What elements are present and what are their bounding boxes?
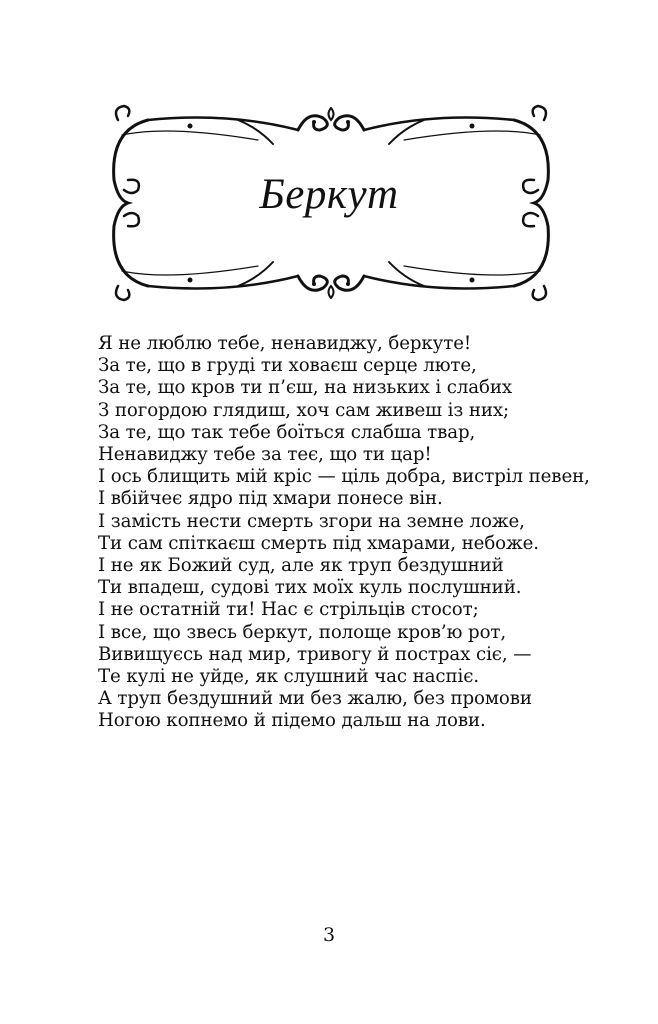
poem-line: За те, що так тебе боїться слабша твар, bbox=[98, 421, 476, 443]
poem-line: Я не люблю тебе, ненавиджу, беркуте! bbox=[98, 333, 472, 354]
poem-line: За те, що в груді ти ховаєш серце люте, bbox=[98, 355, 477, 377]
poem-line: А труп бездушний ми без жалю, без промови bbox=[98, 688, 532, 710]
poem-line: І вбійчеє ядро під хмари понесе він. bbox=[98, 488, 443, 510]
poem-line: Ти впадеш, судові тих моїх куль послушний. bbox=[98, 577, 522, 599]
poem-line: Вивищуєсь над мир, тривогу й пострах сіє, — bbox=[98, 643, 532, 665]
poem-line: І все, що звесь беркут, полоще кров’ю рот, bbox=[98, 621, 507, 643]
poem-line: І ось блищить мій кріс — ціль добра, вистріл певен, bbox=[98, 466, 590, 488]
poem-line: І замість нести смерть згори на земне ложе, bbox=[98, 510, 525, 532]
poem-line: З погордою глядиш, хоч сам живеш із них; bbox=[98, 399, 510, 421]
poem-line: Ти сам спіткаєш смерть під хмарами, небоже. bbox=[98, 532, 539, 554]
poem-title: Беркут bbox=[259, 171, 399, 218]
poem-line: І не як Божий суд, але як труп бездушний bbox=[98, 555, 504, 577]
poem-line: І не остатній ти! Нас є стрільців стосот; bbox=[98, 599, 479, 621]
poem-line: Ненавиджу тебе за теє, що ти цар! bbox=[98, 444, 432, 466]
page-number: 3 bbox=[322, 924, 336, 946]
poem-line: Те кулі не уйде, як слушний час наспіє. bbox=[98, 666, 480, 688]
poem-line: За те, що кров ти п’єш, на низьких і слабих bbox=[98, 377, 513, 399]
poem-body bbox=[98, 333, 590, 733]
poem-line: Ногою копнемо й підемо дальш на лови. bbox=[98, 710, 486, 732]
